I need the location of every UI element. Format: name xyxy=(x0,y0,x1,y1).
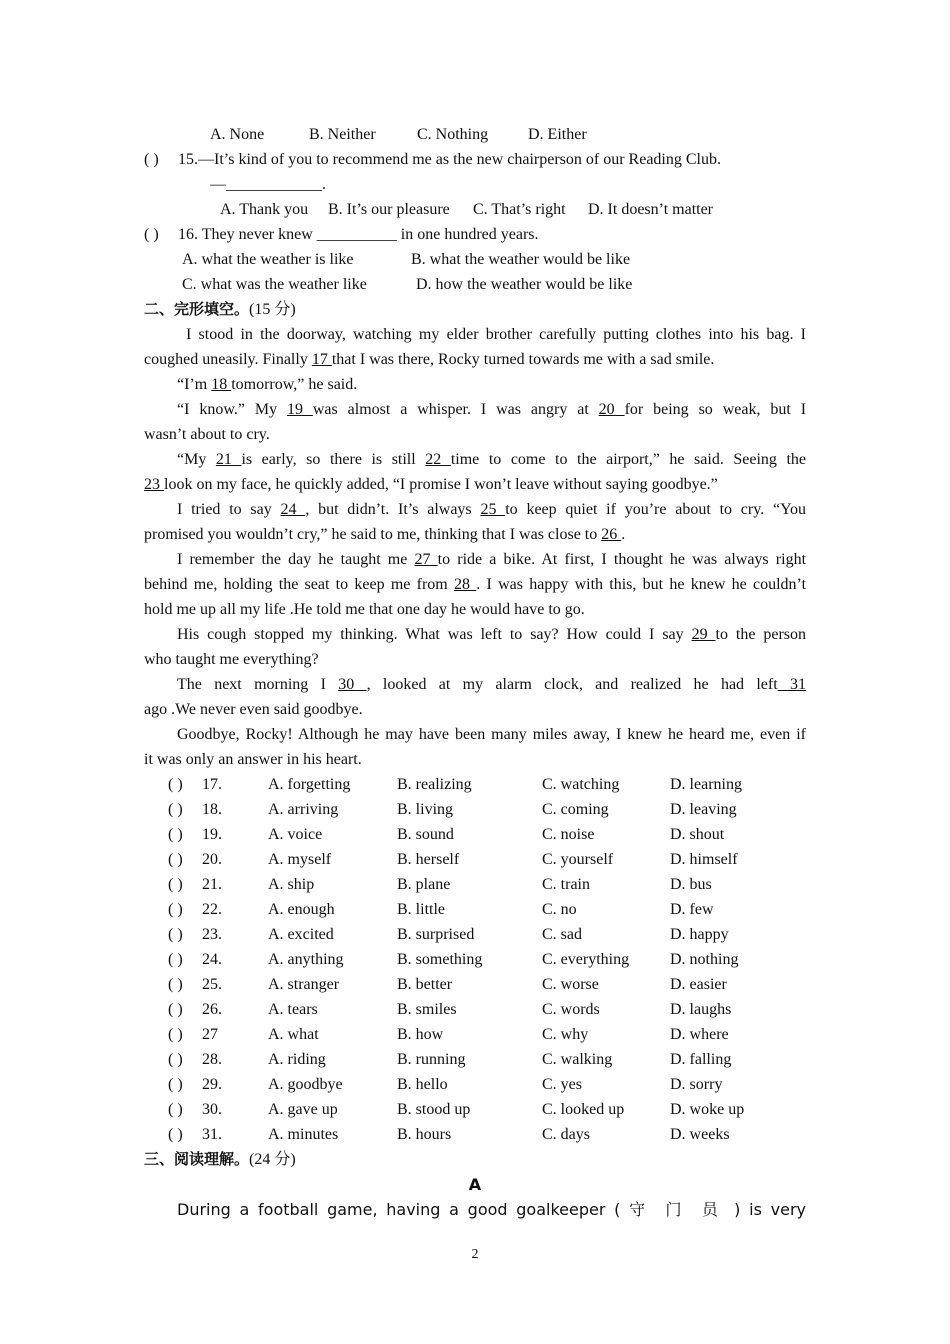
section-3-heading xyxy=(144,1147,806,1172)
answer-paren: ( ) xyxy=(168,926,183,943)
question-number: 24. xyxy=(202,951,222,968)
question-number: 23. xyxy=(202,926,222,943)
question-number: 31. xyxy=(202,1126,222,1143)
blank-30: 30 xyxy=(338,676,367,693)
passage-text: “I know.” My xyxy=(177,401,287,418)
option-d: D. himself xyxy=(670,851,738,868)
question-number: 30. xyxy=(202,1101,222,1118)
section-2-heading xyxy=(144,297,806,322)
passage-line xyxy=(144,447,806,472)
passage-text: “I’m xyxy=(177,376,212,393)
passage-text: promised you wouldn’t cry,” he said to me, thinking that I was close to xyxy=(144,526,602,543)
q14-option-a: A. None xyxy=(210,126,265,143)
section-2-score: (15 分) xyxy=(249,301,296,318)
answer-paren: ( ) xyxy=(168,1026,183,1043)
blank-27: 27 xyxy=(414,551,438,568)
option-d: D. easier xyxy=(670,976,727,993)
page-number: 2 xyxy=(471,1247,479,1262)
option-a: A. anything xyxy=(268,951,344,968)
option-d: D. shout xyxy=(670,826,725,843)
option-b: B. realizing xyxy=(397,776,472,793)
option-b: B. running xyxy=(397,1051,466,1068)
blank-20: 20 xyxy=(598,401,625,418)
option-a: A. what xyxy=(268,1026,319,1043)
option-c: C. days xyxy=(542,1126,590,1143)
option-c: C. walking xyxy=(542,1051,613,1068)
blank-18: 18 xyxy=(211,376,232,393)
blank-29: 29 xyxy=(691,626,716,643)
question-number: 18. xyxy=(202,801,222,818)
passage-text: is early, so there is still xyxy=(241,451,426,468)
option-a: A. riding xyxy=(268,1051,326,1068)
option-d: D. where xyxy=(670,1026,729,1043)
passage-line xyxy=(144,697,806,722)
answer-paren: ( ) xyxy=(168,826,183,843)
passage-text: look on my face, he quickly added, “I promise I won’t leave without saying goodbye.” xyxy=(164,476,718,493)
blank-28: 28 xyxy=(454,576,477,593)
passage-text: , looked at my alarm clock, and realized he had left xyxy=(366,676,778,693)
option-b: B. better xyxy=(397,976,453,993)
option-row xyxy=(144,872,806,897)
option-row xyxy=(144,1072,806,1097)
passage-text: His cough stopped my thinking. What was left to say? How could I say xyxy=(177,626,692,643)
passage-text: 守 门 员 xyxy=(629,1200,726,1219)
blank-22: 22 xyxy=(425,451,451,468)
option-c: C. train xyxy=(542,876,590,893)
option-row xyxy=(144,972,806,997)
question-number: 20. xyxy=(202,851,222,868)
option-c: C. sad xyxy=(542,926,582,943)
q14-option-c: C. Nothing xyxy=(417,126,489,143)
passage-line xyxy=(144,747,806,772)
q15-reply-blank: —____________. xyxy=(210,176,326,193)
exam-page xyxy=(144,122,806,1222)
passage-text: ) is very xyxy=(725,1200,807,1219)
option-d: D. falling xyxy=(670,1051,732,1068)
passage-text: Goodbye, Rocky! Although he may have been many miles away, I knew he heard me, even if xyxy=(177,726,806,743)
option-row xyxy=(144,997,806,1022)
q14-options xyxy=(144,122,806,147)
q16-option-b: B. what the weather would be like xyxy=(411,251,631,268)
option-a: A. voice xyxy=(268,826,323,843)
answer-paren: ( ) xyxy=(168,776,183,793)
option-b: B. smiles xyxy=(397,1001,457,1018)
option-c: C. worse xyxy=(542,976,599,993)
passage-text: coughed uneasily. Finally xyxy=(144,351,312,368)
passage-text: tomorrow,” he said. xyxy=(231,376,358,393)
option-b: B. something xyxy=(397,951,483,968)
q15-question: 15.—It’s kind of you to recommend me as the new chairperson of our Reading Club. xyxy=(178,151,721,168)
passage-text: . xyxy=(621,526,626,543)
q15-options xyxy=(144,197,806,222)
option-row xyxy=(144,847,806,872)
option-b: B. surprised xyxy=(397,926,475,943)
question-number: 26. xyxy=(202,1001,222,1018)
question-number: 25. xyxy=(202,976,222,993)
q15-answer-paren: ( ) xyxy=(144,151,159,168)
q16-stem xyxy=(144,222,806,247)
q16-options-row2 xyxy=(144,272,806,297)
q15-option-d: D. It doesn’t matter xyxy=(588,201,714,218)
question-number: 29. xyxy=(202,1076,222,1093)
question-number: 19. xyxy=(202,826,222,843)
passage-text: ago .We never even said goodbye. xyxy=(144,701,363,718)
passage-text: that I was there, Rocky turned towards me with a sad smile. xyxy=(331,351,715,368)
option-b: B. how xyxy=(397,1026,444,1043)
option-b: B. hello xyxy=(397,1076,448,1093)
section-3-score: (24 分) xyxy=(249,1151,296,1168)
passage-line xyxy=(144,522,806,547)
blank-24: 24 xyxy=(280,501,306,518)
passage-text: time to come to the airport,” he said. Seeing the xyxy=(450,451,807,468)
option-row xyxy=(144,1022,806,1047)
passage-text: was almost a whisper. I was angry at xyxy=(312,401,599,418)
q16-answer-paren: ( ) xyxy=(144,226,159,243)
passage-line xyxy=(144,722,806,747)
passage-line xyxy=(144,422,806,447)
option-c: C. no xyxy=(542,901,577,918)
option-d: D. sorry xyxy=(670,1076,723,1093)
q16-option-c: C. what was the weather like xyxy=(182,276,367,293)
q14-option-b: B. Neither xyxy=(309,126,376,143)
answer-paren: ( ) xyxy=(168,1126,183,1143)
question-number: 17. xyxy=(202,776,222,793)
option-b: B. hours xyxy=(397,1126,452,1143)
passage-line xyxy=(144,547,806,572)
option-a: A. stranger xyxy=(268,976,340,993)
option-row xyxy=(144,1097,806,1122)
option-d: D. nothing xyxy=(670,951,739,968)
q15-stem xyxy=(144,147,806,172)
option-row xyxy=(144,822,806,847)
option-c: C. yes xyxy=(542,1076,582,1093)
option-d: D. leaving xyxy=(670,801,737,818)
blank-26: 26 xyxy=(601,526,622,543)
option-d: D. weeks xyxy=(670,1126,730,1143)
option-c: C. watching xyxy=(542,776,620,793)
q16-option-d: D. how the weather would be like xyxy=(416,276,633,293)
q15-reply xyxy=(144,172,806,197)
passage-line xyxy=(144,672,806,697)
answer-paren: ( ) xyxy=(168,901,183,918)
option-d: D. few xyxy=(670,901,714,918)
option-a: A. ship xyxy=(268,876,315,893)
blank-19: 19 xyxy=(286,401,313,418)
option-row xyxy=(144,1122,806,1147)
passage-line xyxy=(144,372,806,397)
answer-paren: ( ) xyxy=(168,876,183,893)
option-b: B. little xyxy=(397,901,445,918)
passage-line xyxy=(144,497,806,522)
passage-text: it was only an answer in his heart. xyxy=(144,751,362,768)
passage-text: I tried to say xyxy=(177,501,281,518)
passage-line xyxy=(144,472,806,497)
answer-paren: ( ) xyxy=(168,1051,183,1068)
option-b: B. sound xyxy=(397,826,454,843)
option-row xyxy=(144,1047,806,1072)
option-a: A. minutes xyxy=(268,1126,339,1143)
section-3-title: 三、阅读理解。 xyxy=(144,1150,250,1168)
option-c: C. yourself xyxy=(542,851,614,868)
answer-paren: ( ) xyxy=(168,1001,183,1018)
option-c: C. words xyxy=(542,1001,600,1018)
q15-option-a: A. Thank you xyxy=(220,201,309,218)
passage-text: . I was happy with this, but he knew he couldn’t xyxy=(476,576,807,593)
option-c: C. noise xyxy=(542,826,595,843)
option-b: B. plane xyxy=(397,876,451,893)
passage-line xyxy=(144,322,806,347)
passage-text: I remember the day he taught me xyxy=(177,551,415,568)
option-a: A. arriving xyxy=(268,801,339,818)
cloze-options-list xyxy=(144,772,806,1147)
passage-text: who taught me everything? xyxy=(144,651,319,668)
option-b: B. stood up xyxy=(397,1101,471,1118)
q16-option-a: A. what the weather is like xyxy=(182,251,354,268)
question-number: 28. xyxy=(202,1051,222,1068)
question-number: 27 xyxy=(202,1026,218,1043)
option-d: D. laughs xyxy=(670,1001,732,1018)
option-c: C. why xyxy=(542,1026,589,1043)
option-row xyxy=(144,797,806,822)
option-d: D. happy xyxy=(670,926,729,943)
option-a: A. tears xyxy=(268,1001,318,1018)
passage-text: The next morning I xyxy=(177,676,339,693)
option-row xyxy=(144,897,806,922)
q16-options-row1 xyxy=(144,247,806,272)
option-b: B. living xyxy=(397,801,454,818)
q14-option-d: D. Either xyxy=(528,126,587,143)
answer-paren: ( ) xyxy=(168,851,183,868)
passage-text: “My xyxy=(177,451,216,468)
passage-text: to ride a bike. At first, I thought he was always right xyxy=(437,551,807,568)
q16-question: 16. They never knew __________ in one hundred years. xyxy=(178,226,539,243)
option-a: A. forgetting xyxy=(268,776,351,793)
q15-option-c: C. That’s right xyxy=(473,201,566,218)
answer-paren: ( ) xyxy=(168,801,183,818)
option-c: C. coming xyxy=(542,801,609,818)
option-d: D. learning xyxy=(670,776,742,793)
question-number: 21. xyxy=(202,876,222,893)
blank-31: 31 xyxy=(777,676,807,693)
passage-text: hold me up all my life .He told me that one day he would have to go. xyxy=(144,601,585,618)
option-row xyxy=(144,947,806,972)
answer-paren: ( ) xyxy=(168,1076,183,1093)
passage-line xyxy=(144,647,806,672)
option-a: A. excited xyxy=(268,926,334,943)
passage-line xyxy=(144,622,806,647)
passage-line xyxy=(144,597,806,622)
option-a: A. gave up xyxy=(268,1101,338,1118)
q15-option-b: B. It’s our pleasure xyxy=(328,201,450,218)
option-d: D. bus xyxy=(670,876,712,893)
reading-a-heading: A xyxy=(468,1175,482,1194)
answer-paren: ( ) xyxy=(168,1101,183,1118)
reading-a-first-line xyxy=(144,1197,806,1222)
passage-text: wasn’t about to cry. xyxy=(144,426,270,443)
passage-text: , but didn’t. It’s always xyxy=(305,501,481,518)
option-b: B. herself xyxy=(397,851,460,868)
option-a: A. myself xyxy=(268,851,332,868)
option-c: C. looked up xyxy=(542,1101,625,1118)
section-2-title: 二、完形填空。 xyxy=(144,300,250,318)
option-c: C. everything xyxy=(542,951,630,968)
passage-line xyxy=(144,397,806,422)
passage-text: to keep quiet if you’re about to cry. “You xyxy=(505,501,807,518)
passage-text: to the person xyxy=(715,626,807,643)
passage-line xyxy=(144,347,806,372)
blank-25: 25 xyxy=(480,501,506,518)
option-row xyxy=(144,922,806,947)
blank-21: 21 xyxy=(215,451,242,468)
option-a: A. goodbye xyxy=(268,1076,343,1093)
option-d: D. woke up xyxy=(670,1101,745,1118)
answer-paren: ( ) xyxy=(168,951,183,968)
passage-text: During a football game, having a good goalkeeper ( xyxy=(177,1200,630,1219)
passage-text: I stood in the doorway, watching my elder brother carefully putting clothes into his bag. I xyxy=(186,326,806,343)
option-row xyxy=(144,772,806,797)
question-number: 22. xyxy=(202,901,222,918)
blank-17: 17 xyxy=(311,351,332,368)
passage-text: behind me, holding the seat to keep me from xyxy=(144,576,454,593)
passage-line xyxy=(144,572,806,597)
blank-23: 23 xyxy=(144,476,164,493)
option-a: A. enough xyxy=(268,901,335,918)
answer-paren: ( ) xyxy=(168,976,183,993)
passage-text: for being so weak, but I xyxy=(624,401,807,418)
